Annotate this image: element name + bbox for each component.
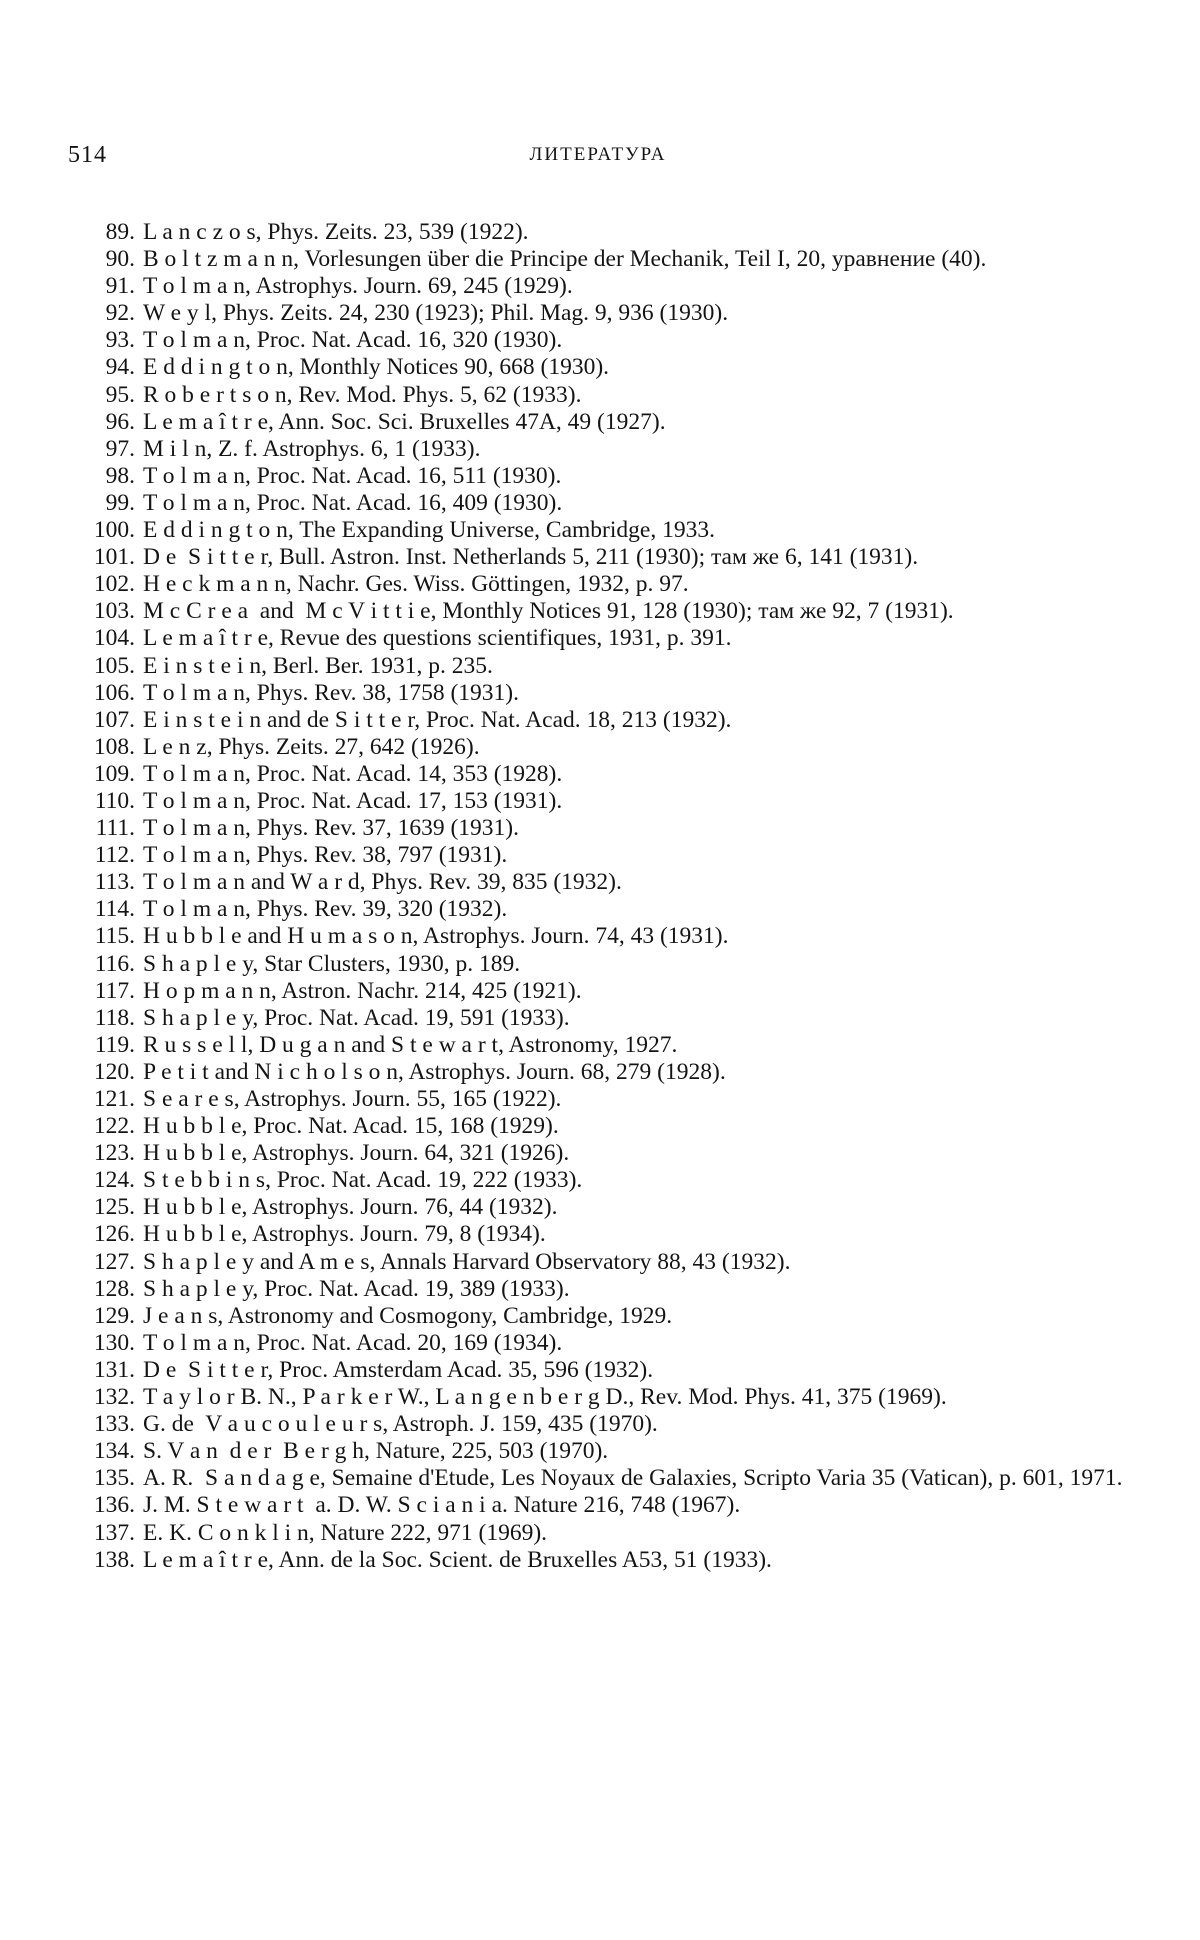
reference-text-block (143, 815, 1142, 842)
reference-number: 113. (94, 869, 135, 896)
reference-text-block (143, 409, 1142, 436)
reference-item (62, 409, 1142, 436)
page-number: 514 (68, 142, 107, 168)
reference-number: 109. (93, 760, 135, 787)
reference-text: T o l m a n, Proc. Nat. Acad. 20, 169 (1934). (143, 1329, 563, 1356)
reference-item (62, 598, 1142, 625)
reference-text: J e a n s, Astronomy and Cosmogony, Cambridge, 1929. (143, 1302, 673, 1329)
reference-item (62, 1086, 1142, 1113)
reference-number: 135. (93, 1465, 135, 1492)
reference-text-block (143, 382, 1142, 409)
reference-text-block (143, 1438, 1142, 1465)
reference-item (62, 788, 1142, 815)
reference-text-block (143, 517, 1142, 544)
reference-item (62, 625, 1142, 652)
reference-number: 114. (94, 896, 135, 923)
reference-number: 137. (93, 1519, 135, 1546)
reference-item (62, 869, 1142, 896)
reference-number: 134. (93, 1438, 135, 1465)
reference-text-block (143, 1086, 1142, 1113)
reference-number: 118. (94, 1004, 135, 1031)
reference-text: B o l t z m a n n, Vorlesungen über die Principe der Mechanik, Teil I, 20, уравнение (40). (143, 246, 987, 273)
reference-item (62, 571, 1142, 598)
reference-number: 110. (94, 787, 135, 814)
reference-text-block (143, 842, 1142, 869)
reference-number: 130. (93, 1329, 135, 1356)
reference-item (62, 544, 1142, 571)
reference-text-block (143, 951, 1142, 978)
reference-text: T o l m a n, Phys. Rev. 38, 1758 (1931). (143, 679, 519, 706)
reference-text: T o l m a n, Phys. Rev. 37, 1639 (1931). (143, 815, 519, 842)
reference-text-block (143, 219, 1142, 246)
reference-text-block (143, 246, 1142, 273)
reference-item (62, 896, 1142, 923)
reference-text: L a n c z o s, Phys. Zeits. 23, 539 (1922). (143, 219, 529, 245)
reference-text: E i n s t e i n and de S i t t e r, Proc. Nat. Acad. 18, 213 (1932). (143, 706, 732, 733)
reference-number: 105. (93, 652, 135, 679)
reference-text-block (143, 1303, 1142, 1330)
reference-text: R u s s e l l, D u g a n and S t e w a r t, Astronomy, 1927. (143, 1031, 678, 1058)
reference-text-block (143, 1249, 1142, 1276)
reference-item (62, 815, 1142, 842)
reference-text-block (143, 1167, 1142, 1194)
reference-text: S h a p l e y, Proc. Nat. Acad. 19, 591 (1933). (143, 1004, 570, 1031)
reference-text: D e S i t t e r, Bull. Astron. Inst. Netherlands 5, 211 (1930); там же 6, 141 (1931). (143, 544, 919, 571)
reference-number: 89. (105, 219, 135, 245)
reference-text-block (143, 1492, 1142, 1519)
reference-item (62, 1411, 1142, 1438)
reference-number: 121. (93, 1086, 135, 1112)
reference-text: E d d i n g t o n, Monthly Notices 90, 668 (1930). (143, 354, 610, 381)
reference-text-block (143, 1140, 1142, 1167)
reference-number: 111. (95, 815, 135, 842)
reference-number: 96. (105, 408, 135, 435)
reference-item (62, 1438, 1142, 1465)
reference-text-block (143, 707, 1142, 734)
reference-text: R o b e r t s o n, Rev. Mod. Phys. 5, 62 (1933). (143, 381, 582, 408)
reference-text: T o l m a n, Proc. Nat. Acad. 17, 153 (1931). (143, 787, 563, 814)
reference-text: L e m a î t r e, Revue des questions scientifiques, 1931, p. 391. (143, 625, 732, 652)
reference-text-block (143, 1357, 1142, 1384)
reference-item (62, 490, 1142, 517)
reference-item (62, 1303, 1142, 1330)
reference-item (62, 1276, 1142, 1303)
reference-text: H o p m a n n, Astron. Nachr. 214, 425 (1921). (143, 977, 582, 1004)
reference-text: T o l m a n, Phys. Rev. 39, 320 (1932). (143, 896, 508, 923)
reference-item (62, 1167, 1142, 1194)
reference-text-block (143, 1221, 1142, 1248)
reference-text-block (143, 761, 1142, 788)
reference-number: 127. (93, 1248, 135, 1275)
reference-text: T o l m a n, Proc. Nat. Acad. 16, 409 (1930). (143, 489, 563, 516)
reference-item (62, 1113, 1142, 1140)
reference-number: 90. (105, 246, 135, 273)
reference-text-block (143, 436, 1142, 463)
reference-item (62, 761, 1142, 788)
reference-item (62, 1492, 1142, 1519)
reference-item (62, 1059, 1142, 1086)
reference-item (62, 1140, 1142, 1167)
reference-text: H u b b l e and H u m a s o n, Astrophys. Journ. 74, 43 (1931). (143, 923, 729, 950)
reference-text-block (143, 490, 1142, 517)
reference-text-block (143, 1276, 1142, 1303)
reference-text: H u b b l e, Astrophys. Journ. 79, 8 (1934). (143, 1221, 546, 1248)
reference-number: 92. (105, 300, 135, 327)
reference-text: H e c k m a n n, Nachr. Ges. Wiss. Göttingen, 1932, p. 97. (143, 571, 689, 598)
reference-number: 108. (93, 733, 135, 760)
reference-number: 122. (93, 1113, 135, 1140)
reference-text-block (143, 1059, 1142, 1086)
reference-item (62, 354, 1142, 381)
reference-text: L e m a î t r e, Ann. de la Soc. Scient. de Bruxelles A53, 51 (1933). (143, 1546, 772, 1573)
reference-text-block (143, 300, 1142, 327)
reference-item (62, 1465, 1142, 1492)
reference-text-block (143, 734, 1142, 761)
reference-item (62, 273, 1142, 300)
reference-text: S t e b b i n s, Proc. Nat. Acad. 19, 222 (1933). (143, 1167, 583, 1194)
reference-item (62, 1005, 1142, 1032)
reference-text-block (143, 788, 1142, 815)
reference-text: E i n s t e i n, Berl. Ber. 1931, p. 235. (143, 652, 493, 679)
reference-text-block (143, 869, 1142, 896)
reference-text-block (143, 978, 1142, 1005)
reference-number: 129. (93, 1302, 135, 1329)
reference-number: 99. (105, 489, 135, 516)
reference-text: P e t i t and N i c h o l s o n, Astrophys. Journ. 68, 279 (1928). (143, 1058, 726, 1085)
running-head: ЛИТЕРАТУРА (529, 144, 667, 165)
reference-number: 128. (93, 1275, 135, 1302)
page-header (68, 142, 1128, 182)
reference-text: S h a p l e y, Proc. Nat. Acad. 19, 389 (1933). (143, 1275, 570, 1302)
reference-item (62, 1330, 1142, 1357)
reference-number: 94. (105, 354, 135, 381)
reference-number: 101. (93, 544, 135, 571)
reference-number: 116. (94, 950, 135, 977)
reference-number: 107. (93, 706, 135, 733)
reference-number: 117. (94, 977, 135, 1004)
reference-text-block (143, 463, 1142, 490)
reference-item (62, 246, 1142, 273)
reference-text: T o l m a n, Proc. Nat. Acad. 16, 511 (1930). (143, 462, 562, 489)
reference-number: 103. (93, 598, 135, 625)
reference-text: G. de V a u c o u l e u r s, Astroph. J. 159, 435 (1970). (143, 1411, 658, 1438)
reference-text: M i l n, Z. f. Astrophys. 6, 1 (1933). (143, 435, 481, 462)
reference-text-block (143, 625, 1142, 652)
reference-text: M c C r e a and M c V i t t i e, Monthly Notices 91, 128 (1930); там же 92, 7 (1931). (143, 598, 954, 625)
reference-text: W e y l, Phys. Zeits. 24, 230 (1923); Phil. Mag. 9, 936 (1930). (143, 300, 729, 327)
reference-number: 120. (93, 1058, 135, 1085)
reference-item (62, 463, 1142, 490)
reference-item (62, 436, 1142, 463)
reference-item (62, 1520, 1142, 1547)
reference-text-block (143, 1113, 1142, 1140)
reference-number: 138. (93, 1546, 135, 1573)
reference-number: 124. (93, 1167, 135, 1194)
reference-number: 125. (93, 1194, 135, 1221)
reference-text-block (143, 923, 1142, 950)
reference-number: 131. (93, 1356, 135, 1383)
reference-text-block (143, 1547, 1142, 1574)
reference-item (62, 707, 1142, 734)
reference-text-block (143, 354, 1142, 381)
reference-text: L e m a î t r e, Ann. Soc. Sci. Bruxelles 47A, 49 (1927). (143, 408, 666, 435)
reference-item (62, 1357, 1142, 1384)
reference-number: 106. (93, 679, 135, 706)
reference-text: L e n z, Phys. Zeits. 27, 642 (1926). (143, 733, 480, 760)
reference-item (62, 1194, 1142, 1221)
reference-number: 123. (93, 1140, 135, 1167)
reference-item (62, 300, 1142, 327)
reference-item (62, 1221, 1142, 1248)
reference-text: S h a p l e y and A m e s, Annals Harvard Observatory 88, 43 (1932). (143, 1248, 791, 1275)
reference-item (62, 382, 1142, 409)
reference-number: 104. (93, 625, 135, 652)
reference-number: 93. (105, 327, 135, 354)
reference-text-block (143, 896, 1142, 923)
reference-item (62, 951, 1142, 978)
reference-item (62, 1547, 1142, 1574)
reference-number: 97. (105, 435, 135, 462)
reference-item (62, 1249, 1142, 1276)
reference-item (62, 517, 1142, 544)
reference-item (62, 1384, 1142, 1411)
reference-text: H u b b l e, Proc. Nat. Acad. 15, 168 (1929). (143, 1113, 559, 1140)
reference-text: H u b b l e, Astrophys. Journ. 64, 321 (1926). (143, 1140, 570, 1167)
reference-text: S h a p l e y, Star Clusters, 1930, p. 189. (143, 950, 521, 977)
reference-number: 119. (94, 1031, 135, 1058)
reference-text-block (143, 1411, 1142, 1438)
reference-text: E d d i n g t o n, The Expanding Universe, Cambridge, 1933. (143, 517, 715, 544)
reference-number: 98. (105, 462, 135, 489)
reference-list (62, 219, 1142, 1574)
reference-text-block (143, 1032, 1142, 1059)
reference-text-block (143, 653, 1142, 680)
reference-number: 112. (94, 842, 135, 869)
reference-text: J. M. S t e w a r t a. D. W. S c i a n i a. Nature 216, 748 (1967). (143, 1492, 741, 1519)
reference-item (62, 923, 1142, 950)
reference-number: 95. (105, 381, 135, 408)
reference-text: T o l m a n, Phys. Rev. 38, 797 (1931). (143, 842, 508, 869)
reference-text-block (143, 598, 1142, 625)
reference-text: S. V a n d e r B e r g h, Nature, 225, 503 (1970). (143, 1438, 609, 1465)
reference-number: 102. (93, 571, 135, 598)
reference-text-block (143, 327, 1142, 354)
reference-text: H u b b l e, Astrophys. Journ. 76, 44 (1932). (143, 1194, 558, 1221)
reference-text-block (143, 1520, 1142, 1547)
reference-text-block (143, 1194, 1142, 1221)
reference-item (62, 680, 1142, 707)
reference-text-block (143, 1465, 1142, 1492)
reference-text: E. K. C o n k l i n, Nature 222, 971 (1969). (143, 1519, 548, 1546)
reference-text-block (143, 571, 1142, 598)
reference-item (62, 734, 1142, 761)
reference-text: D e S i t t e r, Proc. Amsterdam Acad. 35, 596 (1932). (143, 1356, 654, 1383)
reference-text: T o l m a n and W a r d, Phys. Rev. 39, 835 (1932). (143, 869, 622, 896)
reference-item (62, 219, 1142, 246)
reference-number: 132. (93, 1384, 135, 1411)
reference-number: 133. (93, 1411, 135, 1438)
reference-text: T o l m a n, Astrophys. Journ. 69, 245 (1929). (143, 273, 573, 300)
reference-text: T o l m a n, Proc. Nat. Acad. 16, 320 (1930). (143, 327, 563, 354)
reference-number: 136. (93, 1492, 135, 1519)
reference-text: S e a r e s, Astrophys. Journ. 55, 165 (1922). (143, 1086, 562, 1112)
reference-item (62, 653, 1142, 680)
reference-text-block (143, 544, 1142, 571)
reference-number: 115. (94, 923, 135, 950)
reference-text-block (143, 1005, 1142, 1032)
reference-text-block (143, 1384, 1142, 1411)
reference-number: 100. (93, 517, 135, 544)
reference-text-block (143, 680, 1142, 707)
reference-item (62, 327, 1142, 354)
reference-text: T a y l o r B. N., P a r k e r W., L a n g e n b e r g D., Rev. Mod. Phys. 41, 375 (1969). (143, 1384, 947, 1411)
reference-item (62, 1032, 1142, 1059)
reference-item (62, 842, 1142, 869)
reference-item (62, 978, 1142, 1005)
reference-text: A. R. S a n d a g e, Semaine d'Etude, Les Noyaux de Galaxies, Scripto Varia 35 (Vatican), p. 601, 1971. (143, 1465, 1123, 1492)
reference-number: 91. (105, 273, 135, 300)
reference-text-block (143, 273, 1142, 300)
reference-text: T o l m a n, Proc. Nat. Acad. 14, 353 (1928). (143, 760, 563, 787)
reference-text-block (143, 1330, 1142, 1357)
reference-number: 126. (93, 1221, 135, 1248)
